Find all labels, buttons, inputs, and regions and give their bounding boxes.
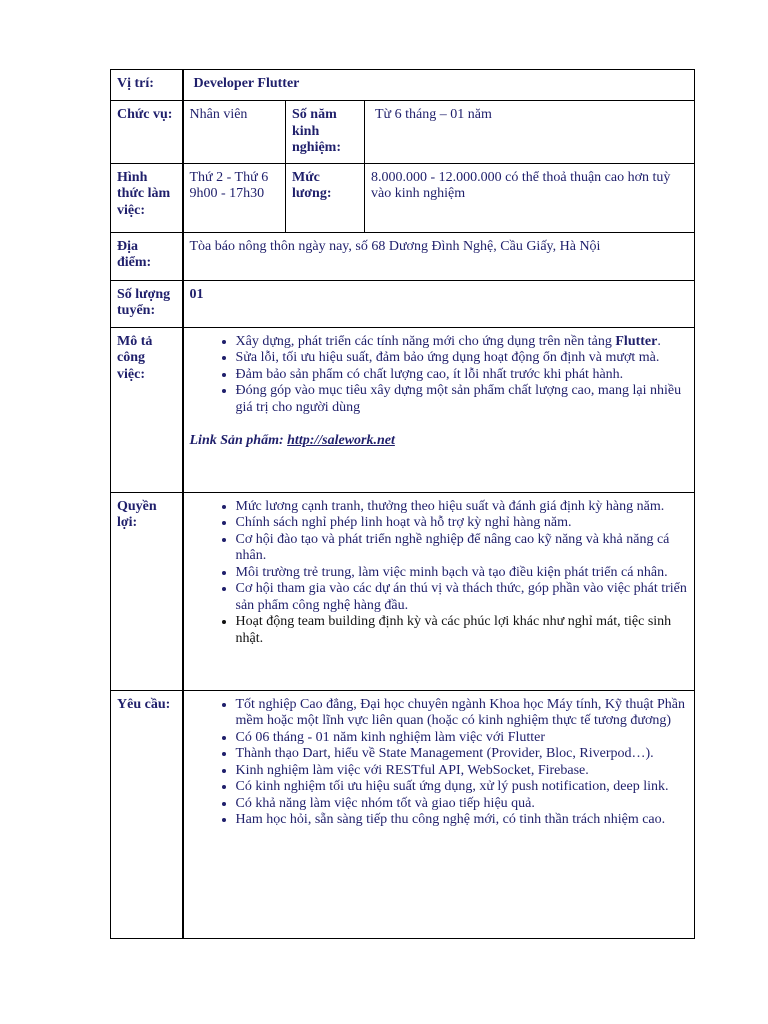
product-link[interactable]: http://salework.net [287, 433, 395, 448]
experience-value: Từ 6 tháng – 01 năm [365, 101, 695, 164]
requirements-label: Yêu cầu: [111, 690, 183, 938]
description-label: Mô tả công việc: [111, 327, 183, 492]
list-item: • Thành thạo Dart, hiểu về State Management (Provider, Bloc, Riverpod…). [236, 746, 689, 763]
row-description [111, 327, 695, 492]
list-item: • Chính sách nghỉ phép linh hoạt và hỗ trợ kỳ nghỉ hàng năm. [236, 515, 689, 532]
salary-value: 8.000.000 - 12.000.000 có thể thoả thuận cao hơn tuỳ vào kinh nghiệm [365, 163, 695, 232]
title-label: Chức vụ: [111, 101, 183, 164]
list-item: • Cơ hội đào tạo và phát triển nghề nghiệp để nâng cao kỹ năng và khả năng cá nhân. [236, 532, 689, 565]
row-work [111, 163, 695, 232]
row-position [111, 70, 695, 101]
work-type-label: Hình thức làm việc: [111, 163, 183, 232]
work-days: Thứ 2 - Thứ 6 [189, 169, 269, 185]
position-value: Developer Flutter [183, 70, 695, 101]
list-item: • Đóng góp vào mục tiêu xây dựng một sản phẩm chất lượng cao, mang lại nhiều giá trị cho người dùng [236, 383, 689, 416]
headcount-label: Số lượng tuyển: [111, 280, 183, 327]
benefits-label: Quyền lợi: [111, 492, 183, 690]
list-item: • Môi trường trẻ trung, làm việc minh bạch và tạo điều kiện phát triển cá nhân. [236, 565, 689, 582]
list-item: • Có kinh nghiệm tối ưu hiệu suất ứng dụng, xử lý push notification, deep link. [236, 779, 689, 796]
location-value: Tòa báo nông thôn ngày nay, số 68 Dương Đình Nghệ, Cầu Giấy, Hà Nội [183, 232, 695, 280]
salary-label: Mức lương: [286, 163, 365, 232]
description-list [190, 334, 689, 417]
job-table [110, 69, 695, 939]
product-link-label: Link Sản phẩm: [189, 433, 288, 448]
list-item: • Có khả năng làm việc nhóm tốt và giao tiếp hiệu quả. [236, 796, 689, 813]
row-benefits [111, 492, 695, 690]
list-item: • Đảm bảo sản phẩm có chất lượng cao, ít lỗi nhất trước khi phát hành. [236, 367, 689, 384]
row-title [111, 101, 695, 164]
work-type-value [183, 163, 286, 232]
description-cell [183, 327, 695, 492]
list-item: • Kinh nghiệm làm việc với RESTful API, WebSocket, Firebase. [236, 763, 689, 780]
work-hours: 9h00 - 17h30 [189, 186, 265, 201]
list-item: • Mức lương cạnh tranh, thưởng theo hiệu suất và đánh giá định kỳ hàng năm. [236, 499, 689, 516]
list-item: • Xây dựng, phát triển các tính năng mới cho ứng dụng trên nền tảng Flutter. [236, 334, 689, 351]
row-requirements [111, 690, 695, 938]
product-link-line [190, 433, 689, 450]
flutter-bold: Flutter [615, 333, 658, 349]
benefits-cell [183, 492, 695, 690]
location-label: Địa điểm: [111, 232, 183, 280]
row-headcount [111, 280, 695, 327]
list-item: • Sửa lỗi, tối ưu hiệu suất, đảm bảo ứng dụng hoạt động ổn định và mượt mà. [236, 350, 689, 367]
requirements-cell [183, 690, 695, 938]
row-location [111, 232, 695, 280]
list-item: • Hoạt động team building định kỳ và các phúc lợi khác như nghỉ mát, tiệc sinh nhật. [236, 614, 689, 647]
list-item: • Tốt nghiệp Cao đẳng, Đại học chuyên ngành Khoa học Máy tính, Kỹ thuật Phần mềm hoặc một lĩnh vực liên quan (hoặc có kinh nghiệm thực tế tương đương) [236, 697, 689, 730]
headcount-value: 01 [183, 280, 695, 327]
experience-label: Số năm kinh nghiệm: [286, 101, 365, 164]
title-value: Nhân viên [183, 101, 286, 164]
position-label: Vị trí: [111, 70, 183, 101]
list-item: • Có 06 tháng - 01 năm kinh nghiệm làm việc với Flutter [236, 730, 689, 747]
benefits-list [190, 499, 689, 648]
list-item: • Cơ hội tham gia vào các dự án thú vị và thách thức, góp phần vào việc phát triển sản phẩm công nghệ hàng đầu. [236, 581, 689, 614]
list-item: • Ham học hỏi, sẵn sàng tiếp thu công nghệ mới, có tinh thần trách nhiệm cao. [236, 812, 689, 829]
requirements-list [190, 697, 689, 829]
